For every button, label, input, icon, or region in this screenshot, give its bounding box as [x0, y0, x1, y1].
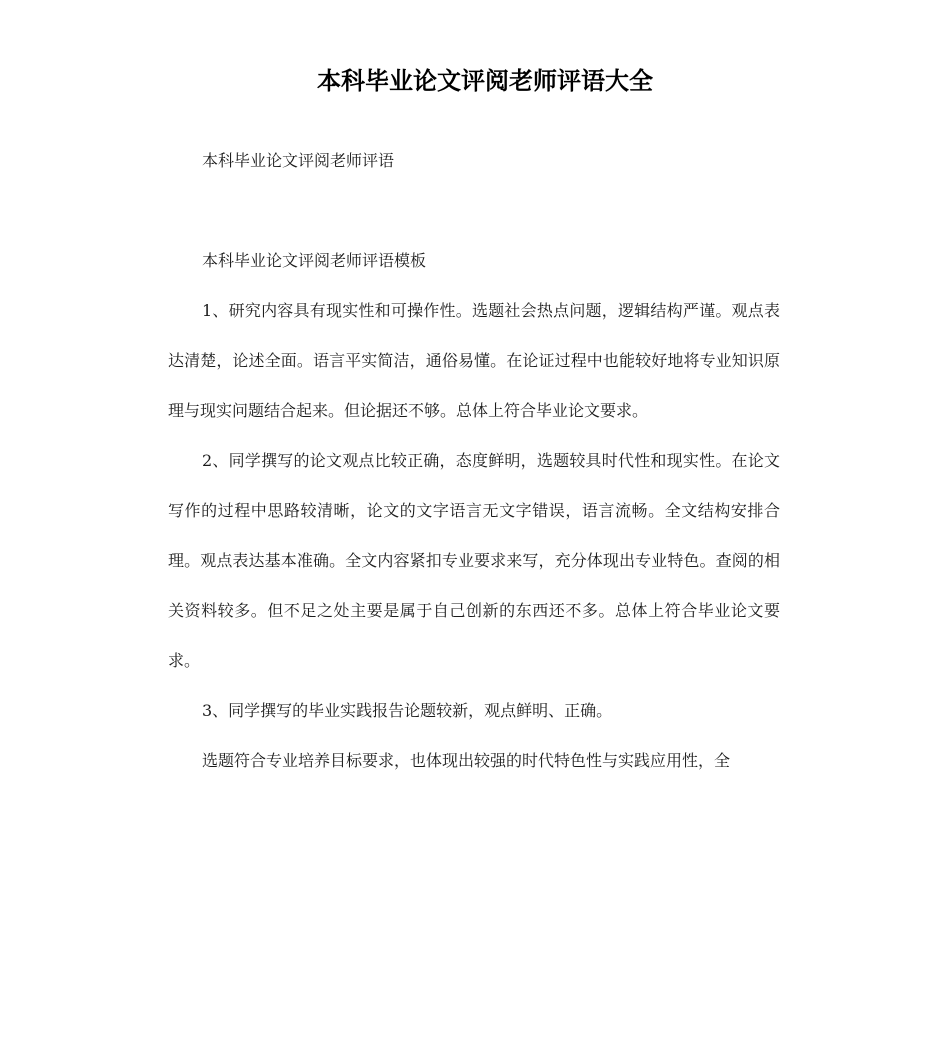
document-title: 本科毕业论文评阅老师评语大全: [317, 67, 653, 95]
paragraph-4: 选题符合专业培养目标要求，也体现出较强的时代特色性与实践应用性，全: [202, 751, 731, 770]
template-heading: 本科毕业论文评阅老师评语模板: [202, 251, 427, 270]
paragraph-1: 1、研究内容具有现实性和可操作性。选题社会热点问题，逻辑结构严谨。观点表达清楚，论述全面。语言平实简洁，通俗易懂。在论证过程中也能较好地将专业知识原理与现实问题结合起来。但论据还不够。总体上符合毕业论文要求。: [168, 301, 780, 420]
document-body: [168, 136, 780, 786]
subtitle-line: 本科毕业论文评阅老师评语: [202, 151, 395, 170]
blank-line: [168, 186, 780, 236]
paragraph-3: 3、同学撰写的毕业实践报告论题较新，观点鲜明、正确。: [202, 701, 613, 720]
paragraph-2: 2、同学撰写的论文观点比较正确，态度鲜明，选题较具时代性和现实性。在论文写作的过程中思路较清晰，论文的文字语言无文字错误，语言流畅。全文结构安排合理。观点表达基本准确。全文内容紧扣专业要求来写，充分体现出专业特色。查阅的相关资料较多。但不足之处主要是属于自己创新的东西还不多。总体上符合毕业论文要求。: [168, 451, 780, 670]
